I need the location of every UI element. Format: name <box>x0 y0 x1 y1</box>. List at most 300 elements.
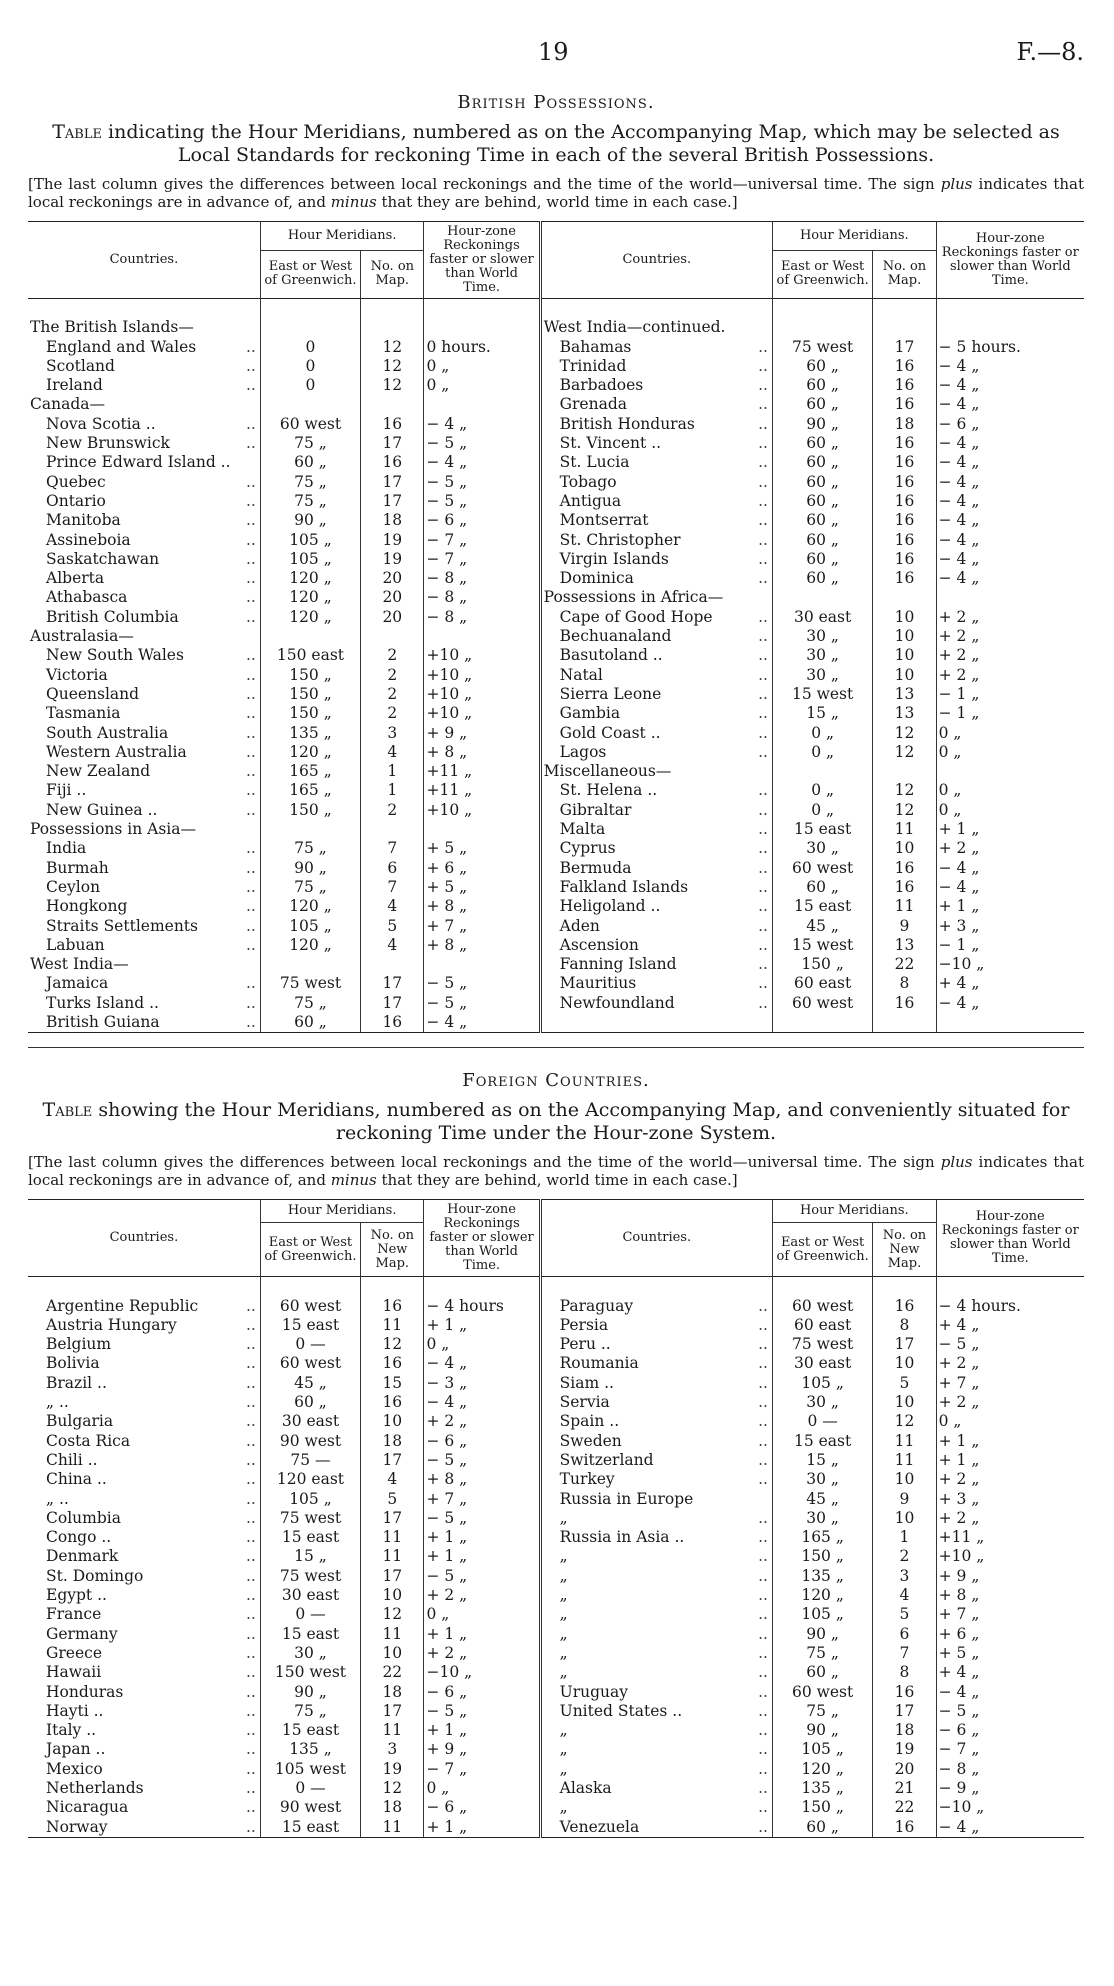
country-name <box>28 1683 260 1702</box>
country-name <box>540 1702 772 1721</box>
document-reference: F.—8. <box>1016 38 1084 66</box>
reckoning-cell: − 8 „ <box>424 608 540 627</box>
country-name <box>28 897 260 916</box>
country-label: Nova Scotia .. <box>46 414 156 433</box>
meridian-cell: 60 west <box>260 1354 360 1373</box>
reckoning-cell: − 9 „ <box>936 1779 1084 1798</box>
meridian-cell: 105 „ <box>260 531 360 550</box>
country-label: Grenada <box>559 395 627 414</box>
table-row <box>28 1528 1084 1547</box>
country-label: Fiji .. <box>46 781 87 800</box>
meridian-cell: 60 „ <box>772 357 872 376</box>
map-number-cell: 22 <box>873 955 936 974</box>
table-row <box>28 453 1084 472</box>
meridian-cell: 120 „ <box>260 569 360 588</box>
map-number-cell: 12 <box>873 743 936 762</box>
table-row <box>28 1374 1084 1393</box>
col-countries: Countries. <box>540 222 772 299</box>
table-row <box>28 434 1084 453</box>
reckoning-cell: − 4 hours <box>424 1297 540 1316</box>
leader-dots: .. <box>245 877 256 896</box>
spacer-cell <box>424 299 540 319</box>
country-label: Columbia <box>46 1508 121 1527</box>
country-label: Netherlands <box>46 1779 144 1797</box>
map-number-cell <box>361 820 424 839</box>
meridian-cell: 105 „ <box>260 1490 360 1509</box>
table-row <box>28 1013 1084 1033</box>
table-row <box>28 1490 1084 1509</box>
group-heading <box>28 395 260 414</box>
meridian-cell: 30 „ <box>772 839 872 858</box>
leader-dots: .. <box>245 858 256 877</box>
table-row <box>28 1335 1084 1354</box>
table-row <box>28 1470 1084 1489</box>
country-label: „ <box>559 1566 568 1585</box>
meridian-cell: 120 „ <box>260 743 360 762</box>
meridian-cell <box>772 318 872 337</box>
country-label: Gold Coast .. <box>559 723 661 742</box>
reckoning-cell: + 6 „ <box>424 859 540 878</box>
leader-dots: .. <box>245 472 256 491</box>
country-label: Sweden <box>559 1431 622 1450</box>
meridian-cell: 15 east <box>260 1625 360 1644</box>
leader-dots: .. <box>245 916 256 935</box>
foreign-note <box>28 1153 1084 1189</box>
reckoning-cell: + 2 „ <box>936 1354 1084 1373</box>
country-name <box>540 1779 772 1798</box>
map-number-cell: 1 <box>361 781 424 800</box>
map-number-cell: 16 <box>873 395 936 414</box>
country-label: Assineboia <box>46 530 131 549</box>
leader-dots: .. <box>758 395 768 414</box>
country-label: Aden <box>559 916 600 935</box>
map-number-cell: 16 <box>873 453 936 472</box>
leader-dots: .. <box>758 897 768 916</box>
country-label: Malta <box>559 820 606 839</box>
country-name <box>540 646 772 665</box>
reckoning-cell: − 7 „ <box>424 550 540 569</box>
table-row <box>28 569 1084 588</box>
meridian-cell <box>260 395 360 414</box>
map-number-cell: 6 <box>873 1625 936 1644</box>
reckoning-cell: − 4 „ <box>936 994 1084 1013</box>
country-name <box>540 1509 772 1528</box>
country-label: Sierra Leone <box>559 684 662 703</box>
meridian-cell: 0 — <box>260 1335 360 1354</box>
meridian-cell: 105 „ <box>772 1374 872 1393</box>
group-heading <box>28 820 260 839</box>
map-number-cell: 4 <box>361 897 424 916</box>
foreign-caption <box>34 1099 1078 1145</box>
country-name <box>28 1470 260 1489</box>
note-plus: plus <box>940 175 973 193</box>
meridian-cell: 135 „ <box>260 1740 360 1759</box>
meridian-cell: 0 „ <box>772 724 872 743</box>
table-row <box>28 318 1084 337</box>
map-number-cell: 11 <box>361 1528 424 1547</box>
leader-dots: .. <box>245 549 256 568</box>
country-label: „ <box>559 1586 568 1605</box>
meridian-cell: 0 — <box>260 1779 360 1798</box>
reckoning-cell: − 5 „ <box>424 492 540 511</box>
country-label: Mauritius <box>559 974 637 993</box>
country-name <box>540 415 772 434</box>
meridian-cell: 165 „ <box>260 781 360 800</box>
reckoning-cell: + 1 „ <box>424 1547 540 1566</box>
country-label: Turks Island .. <box>46 993 159 1012</box>
reckoning-cell: − 4 „ <box>936 511 1084 530</box>
table-row <box>28 511 1084 530</box>
meridian-cell <box>772 588 872 607</box>
leader-dots: .. <box>758 491 768 510</box>
leader-dots: .. <box>758 356 768 375</box>
meridian-cell: 75 „ <box>260 839 360 858</box>
leader-dots: .. <box>245 337 256 356</box>
leader-dots: .. <box>758 1547 768 1566</box>
col-no-on-map: No. on Map. <box>873 250 936 298</box>
map-number-cell: 20 <box>361 569 424 588</box>
reckoning-cell: − 6 „ <box>424 1798 540 1817</box>
leader-dots: .. <box>245 607 256 626</box>
table-row <box>28 1740 1084 1759</box>
reckoning-cell: + 1 „ <box>424 1625 540 1644</box>
map-number-cell: 10 <box>361 1412 424 1431</box>
map-number-cell: 17 <box>873 338 936 357</box>
country-name <box>28 434 260 453</box>
leader-dots: .. <box>245 993 256 1012</box>
map-number-cell: 20 <box>873 1760 936 1779</box>
reckoning-cell: − 5 „ <box>936 1335 1084 1354</box>
reckoning-cell: + 1 „ <box>424 1721 540 1740</box>
map-number-cell: 17 <box>361 434 424 453</box>
table-row <box>28 1760 1084 1779</box>
leader-dots: .. <box>758 1643 768 1662</box>
meridian-cell: 30 „ <box>772 646 872 665</box>
table-row <box>28 1586 1084 1605</box>
country-name <box>28 1451 260 1470</box>
leader-dots: .. <box>758 1335 768 1354</box>
country-label: Gibraltar <box>559 800 632 819</box>
country-name <box>540 395 772 414</box>
reckoning-cell: + 1 „ <box>936 1432 1084 1451</box>
meridian-cell: 120 „ <box>772 1586 872 1605</box>
country-name <box>28 1663 260 1682</box>
country-name <box>540 1470 772 1489</box>
table-row <box>28 1412 1084 1431</box>
country-name <box>540 839 772 858</box>
meridian-cell <box>772 1013 872 1033</box>
country-name <box>28 531 260 550</box>
reckoning-cell: − 5 „ <box>424 974 540 993</box>
meridian-cell: 60 „ <box>772 395 872 414</box>
country-label: Persia <box>559 1315 609 1334</box>
leader-dots: .. <box>758 993 768 1012</box>
country-label: Nicaragua <box>46 1798 129 1817</box>
leader-dots: .. <box>758 955 768 974</box>
country-name <box>28 994 260 1013</box>
country-name <box>28 762 260 781</box>
map-number-cell: 17 <box>361 1509 424 1528</box>
leader-dots: .. <box>758 916 768 935</box>
reckoning-cell: −10 „ <box>936 1798 1084 1817</box>
british-caption <box>34 121 1078 167</box>
meridian-cell: 45 „ <box>260 1374 360 1393</box>
map-number-cell: 2 <box>873 1547 936 1566</box>
country-name <box>28 1013 260 1033</box>
leader-dots: .. <box>758 781 768 800</box>
country-name <box>540 1644 772 1663</box>
col-hour-meridians: Hour Meridians. <box>260 1200 424 1223</box>
reckoning-cell: +11 „ <box>424 781 540 800</box>
reckoning-cell: + 5 „ <box>424 839 540 858</box>
leader-dots: .. <box>758 1586 768 1605</box>
meridian-cell: 120 „ <box>772 1760 872 1779</box>
map-number-cell: 19 <box>361 550 424 569</box>
reckoning-cell: − 6 „ <box>424 1683 540 1702</box>
map-number-cell: 16 <box>873 1818 936 1838</box>
country-name <box>28 1547 260 1566</box>
table-row <box>28 955 1084 974</box>
leader-dots: .. <box>758 1315 768 1334</box>
leader-dots: .. <box>245 1682 256 1701</box>
country-name <box>540 743 772 762</box>
country-name <box>28 839 260 858</box>
meridian-cell: 30 „ <box>772 666 872 685</box>
page-number: 19 <box>538 38 569 66</box>
reckoning-cell: − 5 „ <box>424 994 540 1013</box>
reckoning-cell: − 4 „ <box>936 550 1084 569</box>
country-name <box>540 1297 772 1316</box>
leader-dots: .. <box>758 935 768 954</box>
country-label: „ <box>559 1643 568 1662</box>
leader-dots: .. <box>245 434 256 453</box>
leader-dots: .. <box>245 935 256 954</box>
country-label: New Guinea .. <box>46 800 158 819</box>
meridian-cell: 60 „ <box>772 434 872 453</box>
reckoning-cell: − 4 „ <box>936 1683 1084 1702</box>
map-number-cell: 7 <box>361 839 424 858</box>
country-label: Congo .. <box>46 1528 112 1547</box>
reckoning-cell: +10 „ <box>936 1547 1084 1566</box>
map-number-cell: 10 <box>873 666 936 685</box>
reckoning-cell: + 1 „ <box>424 1528 540 1547</box>
country-label: New Brunswick <box>46 434 170 453</box>
reckoning-cell <box>424 955 540 974</box>
reckoning-cell: − 5 „ <box>424 1702 540 1721</box>
meridian-cell: 105 west <box>260 1760 360 1779</box>
leader-dots: .. <box>758 1566 768 1585</box>
spacer-cell <box>540 299 772 319</box>
country-label: „ <box>559 1624 568 1643</box>
leader-dots: .. <box>758 607 768 626</box>
map-number-cell: 10 <box>873 646 936 665</box>
meridian-cell: 30 „ <box>772 627 872 646</box>
country-name <box>540 820 772 839</box>
country-label: „ <box>559 1740 568 1759</box>
map-number-cell: 16 <box>873 473 936 492</box>
leader-dots: .. <box>245 1566 256 1585</box>
country-name <box>28 569 260 588</box>
country-name <box>540 1490 772 1509</box>
country-label: Falkland Islands <box>559 877 689 896</box>
reckoning-cell: − 7 „ <box>424 531 540 550</box>
map-number-cell: 17 <box>361 1702 424 1721</box>
country-name <box>540 878 772 897</box>
country-label: West India— <box>30 955 129 974</box>
country-name <box>28 1354 260 1373</box>
country-name <box>28 859 260 878</box>
meridian-cell: 90 west <box>260 1798 360 1817</box>
leader-dots: .. <box>758 472 768 491</box>
reckoning-cell <box>936 588 1084 607</box>
country-name <box>540 685 772 704</box>
meridian-cell: 45 „ <box>772 917 872 936</box>
map-number-cell: 4 <box>361 743 424 762</box>
map-number-cell: 5 <box>361 1490 424 1509</box>
table-row <box>28 762 1084 781</box>
leader-dots: .. <box>245 1759 256 1778</box>
leader-dots: .. <box>758 839 768 858</box>
leader-dots: .. <box>245 704 256 723</box>
country-label: Antigua <box>559 491 622 510</box>
country-name <box>540 1683 772 1702</box>
page <box>28 30 1084 1838</box>
map-number-cell: 7 <box>873 1644 936 1663</box>
reckoning-cell: + 2 „ <box>936 608 1084 627</box>
country-label: Trinidad <box>559 356 627 375</box>
leader-dots: .. <box>758 723 768 742</box>
leader-dots: .. <box>758 1624 768 1643</box>
col-east-west: East or West of Greenwich. <box>260 250 360 298</box>
leader-dots: .. <box>758 1740 768 1759</box>
country-name <box>540 1547 772 1566</box>
reckoning-cell: + 1 „ <box>936 820 1084 839</box>
map-number-cell: 17 <box>361 1567 424 1586</box>
reckoning-cell: − 6 „ <box>424 1432 540 1451</box>
col-reckonings: Hour-zone Reckonings faster or slower than World Time. <box>936 1200 1084 1277</box>
country-label: „ <box>559 1721 568 1740</box>
map-number-cell: 1 <box>361 762 424 781</box>
reckoning-cell: − 5 „ <box>424 1509 540 1528</box>
col-no-on-map: No. on Map. <box>361 250 424 298</box>
country-name <box>28 1509 260 1528</box>
reckoning-cell: − 7 „ <box>936 1740 1084 1759</box>
reckoning-cell: − 4 „ <box>936 878 1084 897</box>
country-label: Hongkong <box>46 897 128 916</box>
country-name <box>28 917 260 936</box>
country-label: Heligoland .. <box>559 897 661 916</box>
leader-dots: .. <box>245 1528 256 1547</box>
country-label: Switzerland <box>559 1450 654 1469</box>
country-name <box>28 1586 260 1605</box>
meridian-cell: 30 east <box>260 1586 360 1605</box>
table-row <box>28 685 1084 704</box>
table-row <box>28 859 1084 878</box>
map-number-cell: 17 <box>873 1702 936 1721</box>
meridian-cell: 150 „ <box>772 1798 872 1817</box>
map-number-cell: 18 <box>873 1721 936 1740</box>
map-number-cell: 10 <box>873 1393 936 1412</box>
country-label: Greece <box>46 1643 102 1662</box>
map-number-cell: 12 <box>361 1605 424 1624</box>
country-label: China .. <box>46 1470 107 1489</box>
reckoning-cell: 0 „ <box>936 743 1084 762</box>
meridian-cell <box>260 955 360 974</box>
reckoning-cell: + 4 „ <box>936 974 1084 993</box>
map-number-cell: 4 <box>361 1470 424 1489</box>
country-name <box>28 1625 260 1644</box>
country-label: Prince Edward Island .. <box>46 453 231 472</box>
leader-dots: .. <box>758 665 768 684</box>
map-number-cell: 16 <box>873 492 936 511</box>
meridian-cell: 75 „ <box>260 473 360 492</box>
leader-dots: .. <box>245 376 256 395</box>
reckoning-cell: + 8 „ <box>424 936 540 955</box>
leader-dots: .. <box>245 1605 256 1624</box>
reckoning-cell: − 5 „ <box>424 1567 540 1586</box>
reckoning-cell <box>424 318 540 337</box>
map-number-cell: 4 <box>873 1586 936 1605</box>
country-label: Paraguay <box>559 1296 634 1315</box>
reckoning-cell: − 4 hours. <box>936 1297 1084 1316</box>
group-heading <box>28 955 260 974</box>
country-name <box>28 492 260 511</box>
meridian-cell: 150 „ <box>772 1547 872 1566</box>
country-name <box>540 1335 772 1354</box>
meridian-cell: 165 „ <box>772 1528 872 1547</box>
reckoning-cell: + 5 „ <box>424 878 540 897</box>
leader-dots: .. <box>758 742 768 761</box>
leader-dots: .. <box>758 414 768 433</box>
reckoning-cell: + 2 „ <box>936 839 1084 858</box>
meridian-cell: 15 east <box>772 897 872 916</box>
map-number-cell: 2 <box>361 646 424 665</box>
country-name <box>28 936 260 955</box>
table-row <box>28 646 1084 665</box>
reckoning-cell: + 6 „ <box>936 1625 1084 1644</box>
country-label: Chili .. <box>46 1450 98 1469</box>
leader-dots: .. <box>245 1798 256 1817</box>
country-name <box>28 1605 260 1624</box>
leader-dots: .. <box>245 800 256 819</box>
table-row <box>28 994 1084 1013</box>
map-number-cell: 10 <box>361 1586 424 1605</box>
country-name <box>28 1297 260 1316</box>
leader-dots: .. <box>245 1012 256 1031</box>
meridian-cell: 15 „ <box>260 1547 360 1566</box>
meridian-cell: 120 „ <box>260 936 360 955</box>
meridian-cell: 15 „ <box>772 1451 872 1470</box>
country-label: British Columbia <box>46 607 179 626</box>
country-name <box>28 511 260 530</box>
country-name <box>540 1625 772 1644</box>
map-number-cell: 9 <box>873 917 936 936</box>
country-label: Germany <box>46 1624 118 1643</box>
spacer-cell <box>260 1277 360 1297</box>
map-number-cell: 16 <box>873 859 936 878</box>
meridian-cell: 60 „ <box>260 453 360 472</box>
table-row <box>28 1547 1084 1566</box>
foreign-caption-text: showing the Hour Meridians, numbered as on the Accompanying Map, and conveniently situated for reckoning Time under the Hour-zone System. <box>98 1099 1070 1145</box>
country-label: India <box>46 839 87 858</box>
country-name <box>28 1760 260 1779</box>
spacer-cell <box>540 1277 772 1297</box>
spacer-cell <box>28 299 260 319</box>
leader-dots: .. <box>245 1586 256 1605</box>
reckoning-cell: − 6 „ <box>936 1721 1084 1740</box>
map-number-cell: 12 <box>361 1335 424 1354</box>
country-name <box>28 1818 260 1838</box>
